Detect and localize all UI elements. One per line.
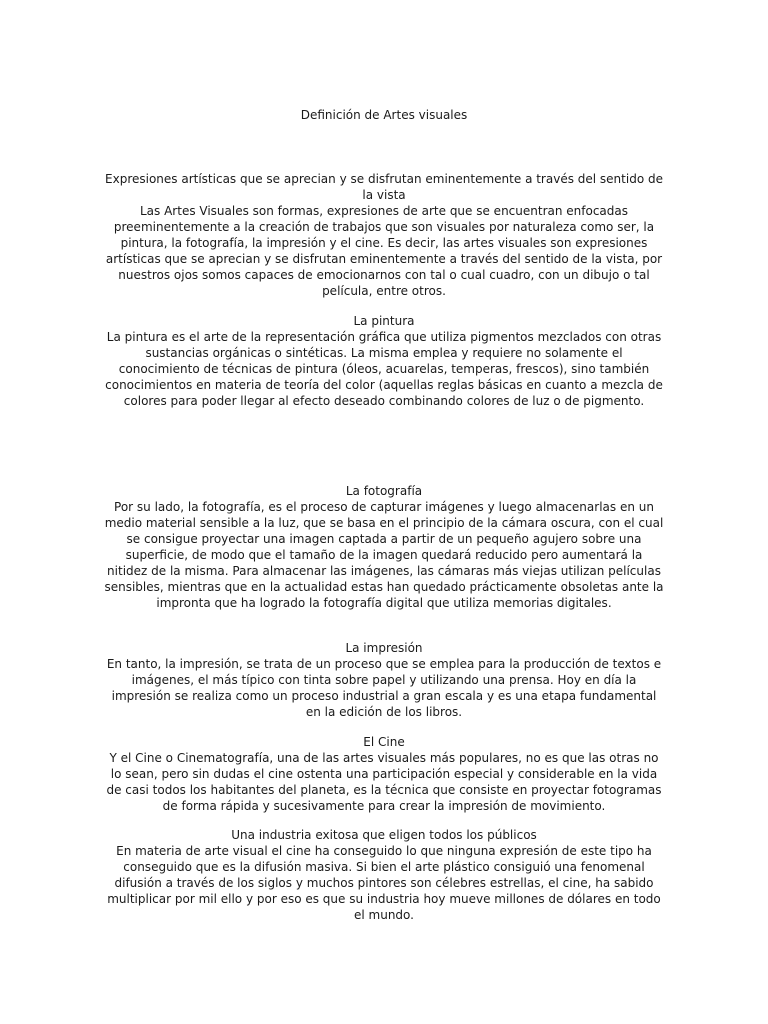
- section-body: Y el Cine o Cinematografía, una de las artes visuales más populares, no es que las otras no lo sean, pero sin dudas el cine ostenta una participación especial y considerable en la vida de casi todos los habitantes del planeta, es la técnica que consiste en proyectar fotogramas de forma rápida y sucesivamente para crear la impresión de movimiento.: [106, 751, 662, 813]
- section-body: La pintura es el arte de la representación gráfica que utiliza pigmentos mezclados con otras sustancias orgánicas o sintéticas. La misma emplea y requiere no solamente el conocimiento de técnicas de pintura (óleos, acuarelas, temperas, frescos), sino también conocimientos en materia de teoría del color (aquellas reglas básicas en cuanto a mezcla de colores para poder llegar al efecto deseado combinando colores de luz o de pigmento.: [105, 330, 663, 408]
- document-title: Definición de Artes visuales: [300, 108, 468, 122]
- section-heading: El Cine: [363, 735, 405, 749]
- section-heading: Una industria exitosa que eligen todos los públicos: [231, 828, 537, 842]
- section-body: En materia de arte visual el cine ha conseguido lo que ninguna expresión de este tipo ha conseguido que es la difusión masiva. Si bien el arte plástico consiguió una fenomenal difusión a través de los siglos y muchos pintores son célebres estrellas, el cine, ha sabido multiplicar por mil ello y por eso es que su industria hoy mueve millones de dólares en todo el mundo.: [107, 844, 661, 922]
- section-heading: La impresión: [345, 641, 423, 655]
- section-industria: [104, 827, 664, 923]
- section-body: Por su lado, la fotografía, es el proceso de capturar imágenes y luego almacenarlas en un medio material sensible a la luz, que se basa en el principio de la cámara oscura, con el cual se consigue proyectar una imagen captada a partir de un pequeño agujero sobre una superficie, de modo que el tamaño de la imagen quedará reducido pero aumentará la nitidez de la misma. Para almacenar las imágenes, las cámaras más viejas utilizan películas sensibles, mientras que en la actualidad estas han quedado prácticamente obsoletas ante la impronta que ha logrado la fotografía digital que utiliza memorias digitales.: [104, 500, 664, 610]
- section-pintura: [104, 313, 664, 409]
- intro-body: Las Artes Visuales son formas, expresiones de arte que se encuentran enfocadas preeminentemente a la creación de trabajos que son visuales por naturaleza como ser, la pintura, la fotografía, la impresión y el cine. Es decir, las artes visuales son expresiones artísticas que se aprecian y se disfrutan eminentemente a través del sentido de la vista, por nuestros ojos somos capaces de emocionarnos con tal o cual cuadro, con un dibujo o tal película, entre otros.: [105, 204, 663, 298]
- section-impresion: [104, 640, 664, 720]
- section-heading: La pintura: [353, 314, 415, 328]
- section-cine: [104, 734, 664, 814]
- section-body: En tanto, la impresión, se trata de un proceso que se emplea para la producción de textos e imágenes, el más típico con tinta sobre papel y utilizando una prensa. Hoy en día la impresión se realiza como un proceso industrial a gran escala y es una etapa fundamental en la edición de los libros.: [106, 657, 662, 719]
- intro-section: [104, 171, 664, 299]
- section-heading: La fotografía: [345, 484, 423, 498]
- intro-subtitle: Expresiones artísticas que se aprecian y se disfrutan eminentemente a través del sentido de la vista: [105, 172, 663, 202]
- section-fotografia: [104, 483, 664, 611]
